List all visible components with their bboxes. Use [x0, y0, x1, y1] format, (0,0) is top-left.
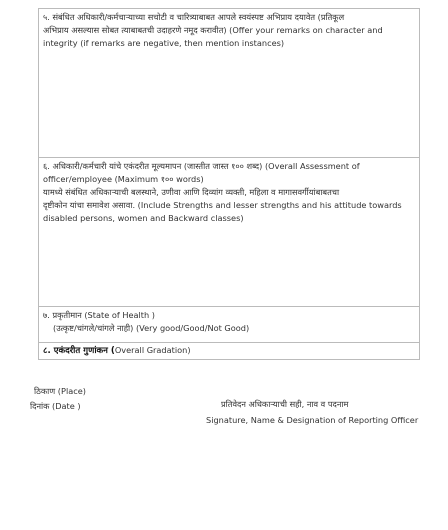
assessment-form-table: [38, 8, 420, 360]
assessment-row: [39, 158, 420, 307]
gradation-label-rest: Overall Gradation): [114, 345, 191, 355]
assessment-text-line-5: disabled persons, women and Backward classes): [43, 213, 244, 223]
health-options: (उत्कृष्ट/चांगले/चांगले नाही) (Very good/Good/Not Good): [53, 323, 250, 333]
place-label: ठिकाण (Place): [34, 386, 86, 396]
signature-label-marathi: प्रतिवेदन अधिकाऱ्याची सही, नाव व पदनाम: [221, 399, 349, 409]
gradation-row: [39, 343, 420, 360]
remarks-text-line-1: ५. संबंधित अधिकारी/कर्मचाऱ्याच्या सचोटी व चारित्र्याबाबत आपले स्वयंस्पष्ट अभिप्राय दयावेत (प्रतिकूल: [43, 12, 345, 22]
assessment-text-line-3: यामध्ये संबंधित अधिकाऱ्याची बलस्थाने, उणीवा आणि दिव्यांग व्यक्ती, महिला व मागासवर्गीयांबाबतचा: [43, 187, 340, 197]
assessment-text-line-4: दृष्टीकोन यांचा समावेश असावा. (Include Strengths and lesser strengths and his attitude towards: [43, 200, 402, 210]
remarks-cell: [39, 9, 420, 158]
signature-label-english: Signature, Name & Designation of Reporting Officer: [206, 415, 419, 425]
gradation-label-bold: ८. एकंदरीत गुणांकन (: [43, 346, 115, 356]
health-row: [39, 307, 420, 343]
assessment-text-line-1: ६. अधिकारी/कर्मचारी यांचे एकंदरीत मूल्यमापन (जास्तीत जास्त १०० शब्द) (Overall Assessment of: [43, 161, 360, 171]
remarks-text-line-2: अभिप्राय असल्यास सोबत त्याबाबतची उदाहरणे नमूद करावीत) (Offer your remarks on character and: [43, 25, 383, 35]
health-cell: [39, 307, 420, 343]
assessment-text-line-2: officer/employee (Maximum १०० words): [43, 174, 204, 184]
assessment-cell: [39, 158, 420, 307]
remarks-text-line-3: integrity (if remarks are negative, then mention instances): [43, 38, 285, 48]
health-label: ७. प्रकृतीमान (State of Health ): [43, 310, 156, 320]
gradation-cell: [39, 343, 420, 360]
date-label: दिनांक (Date ): [30, 401, 81, 411]
remarks-row: [39, 9, 420, 158]
